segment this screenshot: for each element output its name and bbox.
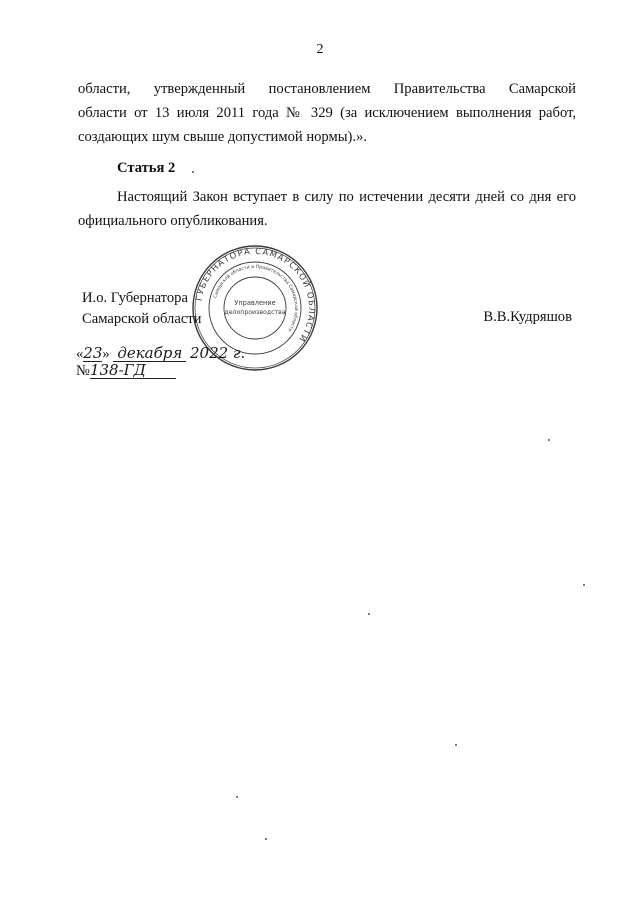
date-day: 23: [83, 344, 103, 362]
paragraph-2: Настоящий Закон вступает в силу по истечении десяти дней со дня его официального опубликования.: [78, 189, 576, 229]
seal-inner-text: Самарской области и Правительства Самарской области: [213, 264, 299, 333]
date-year: 2022 г.: [189, 344, 246, 362]
law-number-prefix: №: [76, 363, 90, 379]
scan-speck: [192, 171, 194, 173]
seal-outer-text: ГУБЕРНАТОРА САМАРСКОЙ ОБЛАСТИ: [193, 245, 318, 345]
date-close-quote: »: [102, 346, 110, 362]
signatory-name: В.В.Кудряшов: [483, 309, 572, 325]
law-number-value: 138-ГД: [90, 362, 176, 379]
law-number: [76, 362, 176, 380]
scan-speck: [368, 613, 370, 615]
scan-speck: [583, 584, 585, 586]
paragraph-1-line-1: области, утвержденный постановлением Правительства Самарской: [78, 81, 576, 97]
date-open-quote: «: [76, 346, 84, 362]
paragraph-1-line-3: создающих шум свыше допустимой нормы).».: [78, 129, 367, 145]
seal-center-line-2: делопроизводства: [224, 309, 286, 316]
paragraph-1-line-2: области от 13 июля 2011 года № 329 (за исключением выполнения работ,: [78, 105, 576, 121]
signature-title: [82, 288, 202, 330]
page-number: 2: [316, 42, 324, 57]
seal-center-line-1: Управление: [234, 299, 276, 307]
svg-text:ГУБЕРНАТОРА САМАРСКОЙ ОБЛАСТИ: [193, 246, 317, 345]
paragraph-1: [78, 77, 576, 149]
scan-speck: [236, 796, 238, 798]
article-heading: Статья 2: [117, 160, 176, 176]
signature-title-line-2: Самарской области: [82, 311, 202, 327]
scan-speck: [265, 838, 267, 840]
scan-speck: [455, 744, 457, 746]
scan-speck: [548, 439, 550, 441]
date-month: декабря: [113, 345, 186, 362]
signature-title-line-1: И.о. Губернатора: [82, 290, 188, 306]
